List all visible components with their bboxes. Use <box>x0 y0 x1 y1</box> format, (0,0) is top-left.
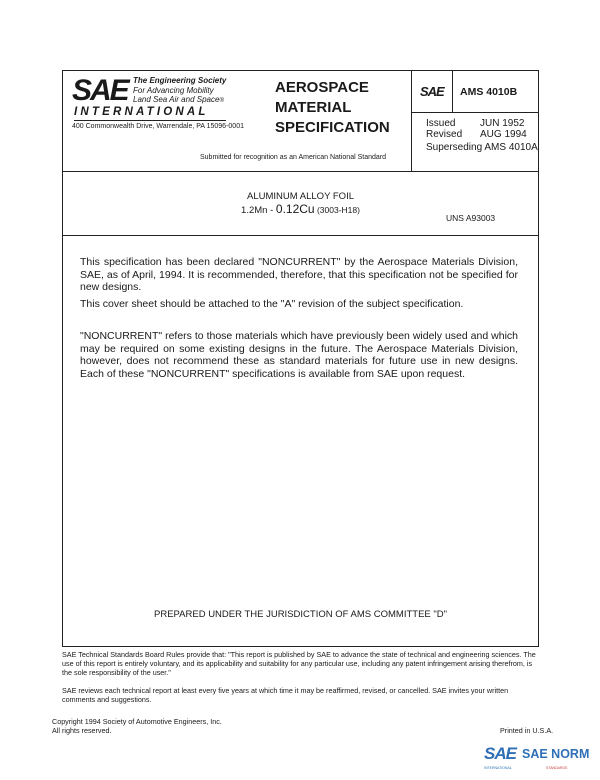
society-line-2: For Advancing Mobility <box>133 85 214 95</box>
revised-label: Revised <box>426 129 463 140</box>
society-line-3: Land Sea Air and Space® <box>133 95 224 104</box>
registered-mark: ® <box>219 98 224 104</box>
material-composition-main: 0.12Cu <box>275 202 315 216</box>
issued-value: JUN 1952 <box>480 118 525 129</box>
revised-value: AUG 1994 <box>480 129 527 140</box>
doc-number-divider <box>411 112 539 113</box>
revised-row <box>426 129 527 140</box>
rights-reserved: All rights reserved. <box>52 726 112 735</box>
issued-label: Issued <box>426 118 456 129</box>
doc-number: AMS 4010B <box>460 86 518 98</box>
material-title-line1: ALUMINUM ALLOY FOIL <box>247 191 354 202</box>
copyright: Copyright 1994 Society of Automotive Engineers, Inc. <box>52 717 222 726</box>
title-divider <box>62 235 539 236</box>
international-label: INTERNATIONAL <box>74 106 209 118</box>
body-paragraph-3: "NONCURRENT" refers to those materials which have previously been widely used and which may be required on some existing designs in the future. The Aerospace Materials Division, however, does not recommend these as standard materials for future use in new designs. Each of these "NONCURRENT" specifications is available from SAE upon request. <box>80 330 518 380</box>
doc-number-split <box>452 70 453 112</box>
watermark-logo: SAE <box>484 744 516 763</box>
spec-line-1: AEROSPACE <box>275 79 369 96</box>
body-paragraph-2: This cover sheet should be attached to the "A" revision of the subject specification. <box>80 298 464 310</box>
review-note: SAE reviews each technical report at least every five years at which time it may be reaffirmed, revised, or cancelled. SAE invites your written comments and suggestions. <box>62 686 509 704</box>
spec-title <box>275 78 390 138</box>
material-temper: (3003-H18) <box>314 205 360 215</box>
small-sae-logo: SAE <box>420 84 444 99</box>
standards-board-rules: SAE Technical Standards Board Rules provide that: "This report is published by SAE to advance the state of technical and engineering sciences. The use of this report is entirely voluntary, and its applicability and suitability for any particular use, including any patent infringement arising therefrom, is the sole responsibility of the user." <box>62 650 536 677</box>
watermark-sub-standards: STANDARDS <box>546 766 568 770</box>
header-right-divider <box>411 70 412 171</box>
society-line-1: The Engineering Society <box>133 76 227 85</box>
spec-line-3: SPECIFICATION <box>275 119 390 136</box>
prepared-note: PREPARED UNDER THE JURISDICTION OF AMS COMMITTEE "D" <box>154 609 447 620</box>
watermark-text: SAE NORM <box>522 747 590 761</box>
material-composition-prefix: 1.2Mn - <box>241 205 276 216</box>
uns-number: UNS A93003 <box>446 213 496 223</box>
watermark-sub-international: INTERNATIONAL <box>484 766 512 770</box>
address: 400 Commonwealth Drive, Warrendale, PA 15096-0001 <box>72 123 244 130</box>
body-paragraph-1: This specification has been declared "NONCURRENT" by the Aerospace Materials Division, SAE, as of April, 1994. It is recommended, therefore, that this specification not be specified for new designs. <box>80 256 518 293</box>
issued-row <box>426 118 524 129</box>
watermark <box>484 744 594 776</box>
header-divider <box>62 171 539 172</box>
superseding: Superseding AMS 4010A <box>426 142 538 153</box>
submitted-note: Submitted for recognition as an American National Standard <box>200 154 386 161</box>
sae-logo: SAE <box>72 74 128 107</box>
international-underline <box>74 120 226 121</box>
society-tagline <box>133 76 226 107</box>
spec-line-2: MATERIAL <box>275 99 352 116</box>
printed-in: Printed in U.S.A. <box>500 726 554 735</box>
